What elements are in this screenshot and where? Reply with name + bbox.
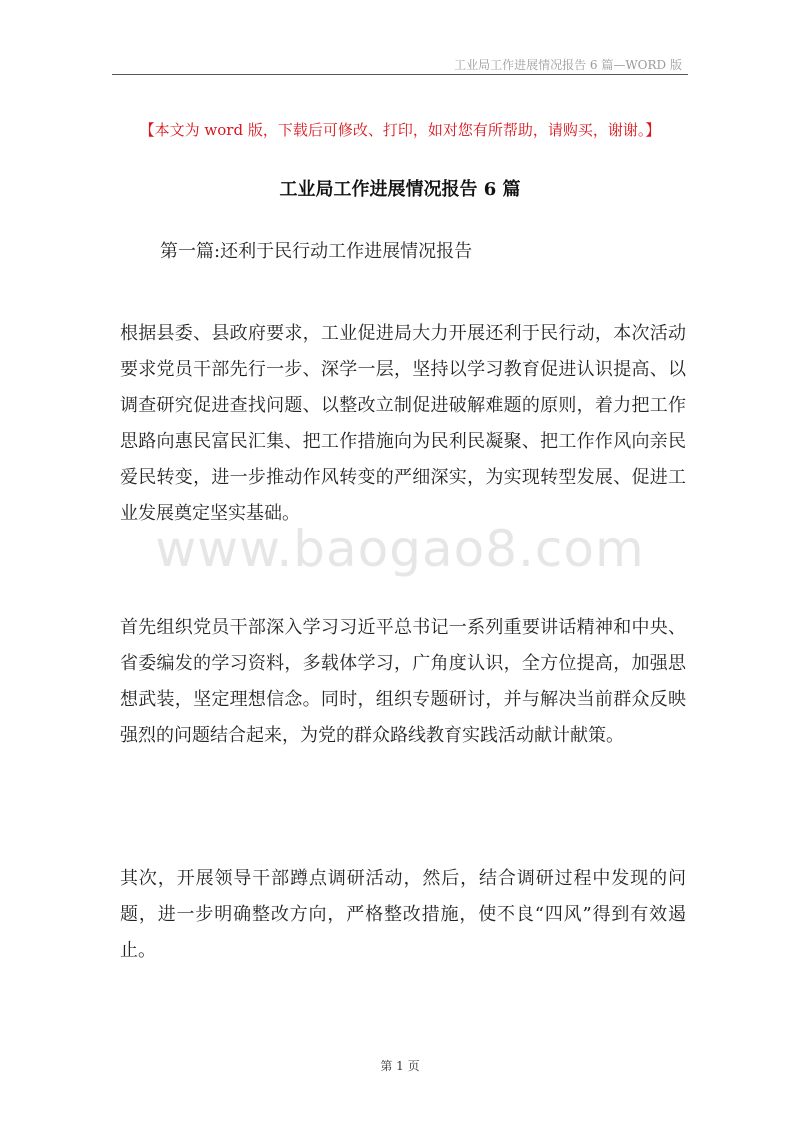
paragraph-1: 根据县委、县政府要求，工业促进局大力开展还利于民行动，本次活动要求党员干部先行一步、深学一层，坚持以学习教育促进认识提高、以调查研究促进查找问题、以整改立制促进破解难题的原则，着力把工作思路向惠民富民汇集、把工作措施向为民利民凝聚、把工作作风向亲民爱民转变，进一步推动作风转变的严细深实，为实现转型发展、促进工业发展奠定坚实基础。	[120, 323, 686, 524]
header-divider	[112, 74, 688, 75]
site-watermark: www.baogao8.com	[155, 520, 645, 578]
page-number: 第 1 页	[380, 1059, 420, 1073]
paragraph-3: 其次，开展领导干部蹲点调研活动，然后，结合调研过程中发现的问题，进一步明确整改方向，严格整改措施，使不良“四风”得到有效遏止。	[120, 868, 686, 961]
purchase-notice: 【本文为 word 版，下载后可修改、打印，如对您有所帮助，请购买，谢谢。】	[139, 121, 661, 139]
document-title: 工业局工作进展情况报告 6 篇	[279, 179, 521, 200]
section-title: 第一篇:还利于民行动工作进展情况报告	[160, 241, 473, 262]
paragraph-2: 首先组织党员干部深入学习习近平总书记一系列重要讲话精神和中央、省委编发的学习资料，多载体学习，广角度认识，全方位提高，加强思想武装，坚定理想信念。同时，组织专题研讨，并与解决当前群众反映强烈的问题结合起来，为党的群众路线教育实践活动献计献策。	[120, 617, 686, 746]
running-header-title: 工业局工作进展情况报告 6 篇—WORD 版	[454, 58, 682, 72]
